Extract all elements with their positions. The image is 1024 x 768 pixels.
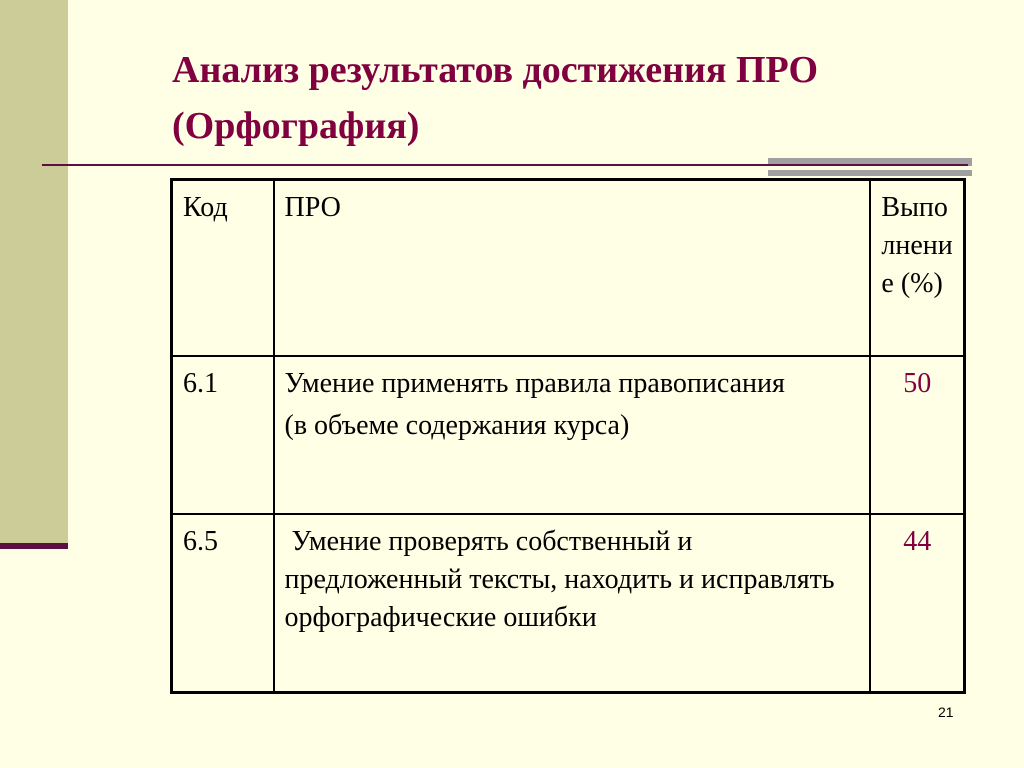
title-divider xyxy=(42,164,968,166)
row-code: 6.1 xyxy=(172,356,274,514)
slide-title xyxy=(172,42,992,154)
row-text xyxy=(274,514,871,693)
title-line-2: (Орфография) xyxy=(172,105,420,147)
table-row xyxy=(172,356,965,514)
title-accent-bar-lower xyxy=(768,170,972,176)
row-code: 6.5 xyxy=(172,514,274,693)
results-table xyxy=(170,178,966,694)
header-pro: ПРО xyxy=(274,180,871,357)
row-text-main: Умение применять правила правописания xyxy=(284,368,785,399)
table-header-row xyxy=(172,180,965,357)
left-decorative-bar xyxy=(0,0,68,543)
row-percent: 44 xyxy=(870,514,964,693)
row-percent: 50 xyxy=(870,356,964,514)
table-row xyxy=(172,514,965,693)
header-code: Код xyxy=(172,180,274,357)
left-bar-underline xyxy=(0,543,68,549)
header-percent: Выполнение (%) xyxy=(870,180,964,357)
row-text xyxy=(274,356,871,514)
row-text-sub: (в объеме содержания курса) xyxy=(284,410,630,441)
row-text-main: Умение проверять собственный и предложенный тексты, находить и исправлять орфографические ошибки xyxy=(284,526,842,633)
title-line-1: Анализ результатов достижения ПРО xyxy=(172,49,819,91)
page-number: 21 xyxy=(938,704,954,720)
